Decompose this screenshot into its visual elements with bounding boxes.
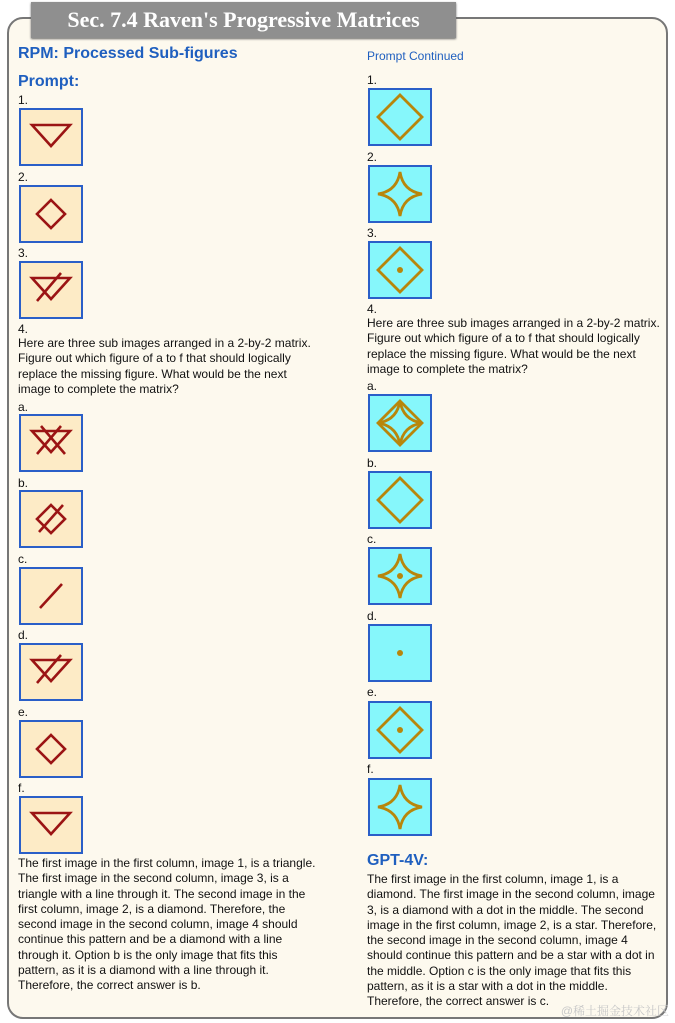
figure-canvas [21,110,81,164]
triangle-shape [32,813,70,834]
item-label: 2. [18,170,29,184]
subfigure [19,185,83,243]
option-label: c. [18,552,28,566]
option-label: f. [367,762,374,776]
item-label: 4. [367,302,378,316]
triangle-shape [32,431,70,452]
center-dot [397,267,403,273]
subfigure [368,165,432,223]
triangle-shape [32,660,70,681]
left-heading: RPM: Processed Sub-figures [18,45,238,62]
figure-canvas [370,549,430,603]
figure-canvas [370,703,430,757]
figure-canvas [21,416,81,470]
slash-line [40,584,62,608]
option-label: d. [367,609,378,623]
question-text: Here are three sub images arranged in a 2-by-2 matrix. Figure out which figure of a to f that should logically replace the missing figure. What would be the next image to complete the matrix? [18,336,311,396]
subfigure [368,241,432,299]
figure-canvas [370,243,430,297]
figure-canvas [370,90,430,144]
option-figure [19,720,83,778]
subfigure [368,88,432,146]
option-figure [368,778,432,836]
diamond-shape [378,95,422,139]
diamond-shape [37,200,65,228]
option-figure [19,490,83,548]
option-figure [19,414,83,472]
figure-canvas [21,263,81,317]
option-figure [368,701,432,759]
center-dot [397,727,403,733]
section-title: Sec. 7.4 Raven's Progressive Matrices [31,2,456,38]
figure-canvas [21,569,81,623]
figure-canvas [370,167,430,221]
right-heading: Prompt Continued [367,49,464,63]
prompt-label: Prompt: [18,73,80,90]
star-shape [378,172,422,216]
item-label: 3. [367,226,378,240]
diamond-shape [37,735,65,763]
option-label: d. [18,628,29,642]
figure-canvas [21,187,81,241]
triangle-shape [32,125,70,146]
slash-line [39,505,63,532]
option-label: b. [367,456,378,470]
question-text: Here are three sub images arranged in a 2-by-2 matrix. Figure out which figure of a to f that should logically replace the missing figure. What would be the next image to complete the matrix? [367,316,660,376]
center-dot [397,650,403,656]
option-figure [19,796,83,854]
watermark: @稀土掘金技术社区 [560,1004,669,1018]
star-shape [378,401,422,445]
figure-canvas [370,473,430,527]
figure-canvas [21,722,81,776]
figure-canvas [370,626,430,680]
option-figure [368,471,432,529]
option-figure [368,394,432,452]
left-answer-text: The first image in the first column, image 1, is a triangle. The first image in the second column, image 3, is a triangle with a line through it. The second image in the first column, image 2, is a diamond. Therefore, the second image in the second column, image 4 should continue this pattern and be a diamond with a line through it. Option b is the only image that fits this pattern, as it is a diamond with a line through it. Therefore, the correct answer is b. [18,856,316,993]
star-shape [378,785,422,829]
triangle-shape [32,278,70,299]
item-label: 1. [18,93,29,107]
subfigure [19,261,83,319]
option-label: a. [18,400,29,414]
option-label: a. [367,379,378,393]
figure-canvas [370,396,430,450]
figure-canvas [370,780,430,834]
subfigure [19,108,83,166]
figure-canvas [21,798,81,852]
option-label: e. [18,705,29,719]
option-label: c. [367,532,377,546]
item-label: 1. [367,73,378,87]
figure-canvas [21,492,81,546]
option-label: f. [18,781,25,795]
option-figure [368,624,432,682]
item-label: 2. [367,150,378,164]
item-label: 3. [18,246,29,260]
center-dot [397,573,403,579]
option-figure [19,643,83,701]
gpt4v-answer-text: The first image in the first column, image 1, is a diamond. The first image in the second column, image 3, is a diamond with a dot in the middle. The second image in the first column, image 2, is a star. Therefore, the second image in the second column, image 4 should continue this pattern and be a star with a dot in the middle. Option c is the only image that fits this pattern, as it is a star with a dot in the middle. Therefore, the correct answer is c. [367,872,657,1009]
gpt4v-label: GPT-4V: [367,852,429,869]
option-label: b. [18,476,29,490]
diamond-shape [378,401,422,445]
option-figure [19,567,83,625]
diamond-shape [378,478,422,522]
option-label: e. [367,685,378,699]
figure-canvas [21,645,81,699]
option-figure [368,547,432,605]
item-label: 4. [18,322,29,336]
